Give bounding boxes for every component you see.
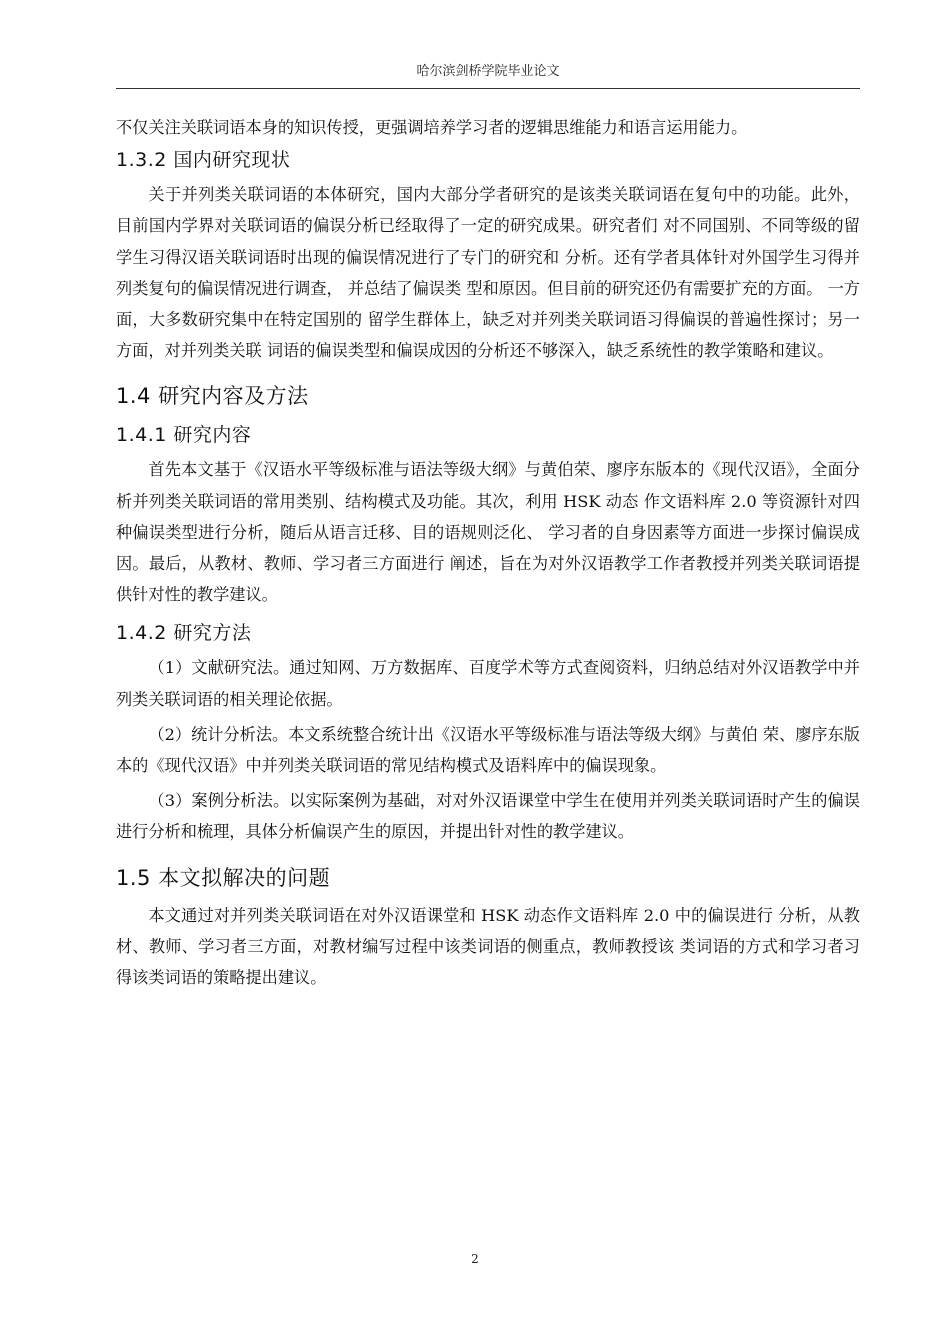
method-item-statistics: （2）统计分析法。本文系统整合统计出《汉语水平等级标准与语法等级大纲》与黄伯 荣、廖序东版本的《现代汉语》中并列类关联词语的常见结构模式及语料库中的偏误现象。	[116, 724, 860, 776]
header-divider	[116, 88, 860, 89]
section-heading-1-4: 1.4 研究内容及方法	[116, 384, 309, 409]
running-header: 哈尔滨剑桥学院毕业论文	[416, 64, 560, 79]
section-heading-1-5: 1.5 本文拟解决的问题	[116, 865, 331, 890]
section-heading-1-4-2: 1.4.2 研究方法	[116, 622, 252, 645]
method-item-case-study: （3）案例分析法。以实际案例为基础，对对外汉语课堂中学生在使用并列类关联词语时产生的偏误进行分析和梳理，具体分析偏误产生的原因，并提出针对性的教学建议。	[116, 791, 860, 842]
paragraph-research-content: 首先本文基于《汉语水平等级标准与语法等级大纲》与黄伯荣、廖序东版本的《现代汉语》，全面分析并列类关联词语的常用类别、结构模式及功能。其次，利用 HSK 动态 作文语料库 2.0 等资源针对四种偏误类型进行分析，随后从语言迁移、目的语规则泛化、 学习者的自身因素等方面进一步探讨偏误成因。最后，从教材、教师、学习者三方面进行 阐述，旨在为对外汉语教学工作者教授并列类关联词语提供针对性的教学建议。	[116, 460, 860, 605]
document-body	[116, 112, 860, 993]
paragraph-domestic-research: 关于并列类关联词语的本体研究，国内大部分学者研究的是该类关联词语在复句中的功能。此外， 目前国内学界对关联词语的偏误分析已经取得了一定的研究成果。研究者们 对不同国别、不同等级的留学生习得汉语关联词语时出现的偏误情况进行了专门的研究和 分析。还有学者具体针对外国学生习得并列类复句的偏误情况进行调查， 并总结了偏误类 型和原因。但目前的研究还仍有需要扩充的方面。 一方面，大多数研究集中在特定国别的 留学生群体上，缺乏对并列类关联词语习得偏误的普遍性探讨；另一方面，对并列类关联 词语的偏误类型和偏误成因的分析还不够深入，缺乏系统性的教学策略和建议。	[116, 185, 860, 361]
section-heading-1-3-2: 1.3.2 国内研究现状	[116, 149, 291, 172]
page-number: 2	[471, 1252, 479, 1266]
section-heading-1-4-1: 1.4.1 研究内容	[116, 424, 252, 447]
method-item-literature: （1）文献研究法。通过知网、万方数据库、百度学术等方式查阅资料，归纳总结对外汉语教学中并列类关联词语的相关理论依据。	[116, 658, 860, 709]
paragraph-problems-to-solve: 本文通过对并列类关联词语在对外汉语课堂和 HSK 动态作文语料库 2.0 中的偏误进行 分析，从教材、教师、学习者三方面，对教材编写过程中该类词语的侧重点，教师教授该 类词语的方式和学习者习得该类词语的策略提出建议。	[116, 905, 860, 988]
continuation-paragraph: 不仅关注关联词语本身的知识传授，更强调培养学习者的逻辑思维能力和语言运用能力。	[116, 118, 748, 137]
